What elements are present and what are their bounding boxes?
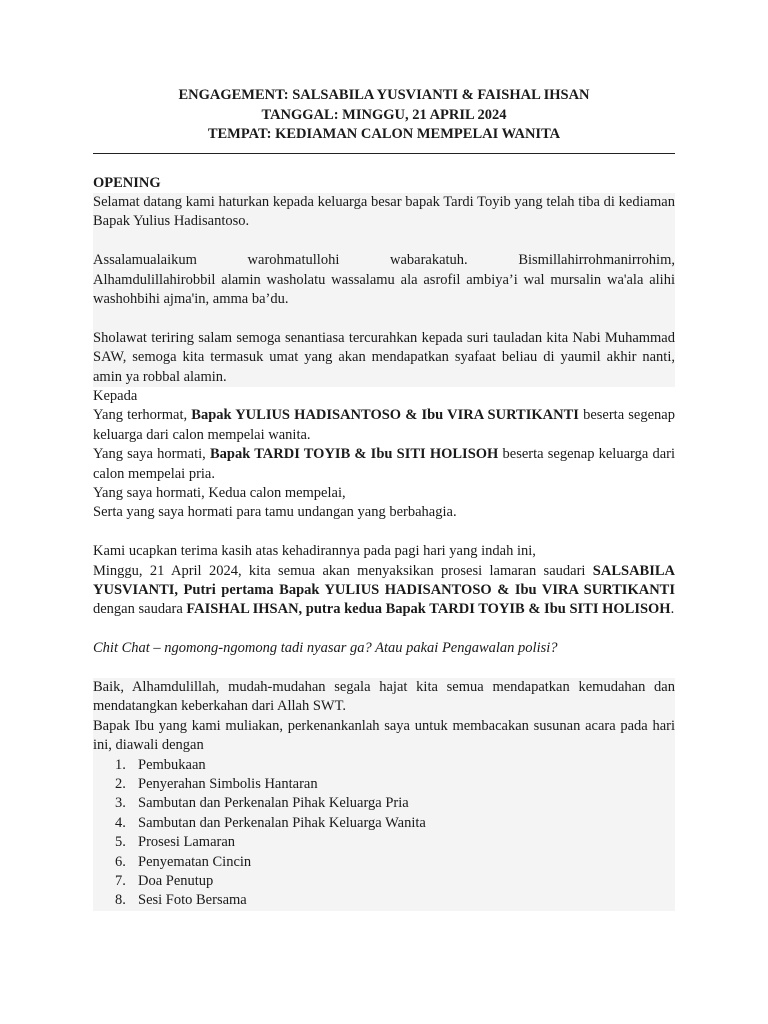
agenda-list (93, 756, 675, 911)
bride-description: SALSABILA YUSVIANTI, Putri pertama Bapak YULIUS HADISANTOSO & Ibu VIRA SURTIKANTI (93, 562, 675, 598)
agenda-item-number: 7. (115, 873, 126, 890)
agenda-item (115, 775, 675, 794)
agenda-item (115, 756, 675, 775)
agenda-item-number: 6. (115, 853, 126, 870)
paragraph-salam-line1: Assalamualaikum warohmatullohi wabarakatuh. Bismillahirrohmanirrohim, (93, 252, 675, 269)
paragraph-salam-rest: Alhamdulillahirobbil alamin washolatu wassalamu ala asrofil ambiya’i wal mursalin wa'ala alihi washohbihi ajma'in, amma ba’du. (93, 271, 675, 307)
event-prefix: Minggu, 21 April 2024, kita semua akan menyaksikan prosesi lamaran saudari (93, 562, 593, 579)
spacer (93, 309, 675, 328)
agenda-item (115, 833, 675, 852)
agenda-item-number: 1. (115, 756, 126, 773)
agenda-item-number: 5. (115, 834, 126, 851)
agenda-item-number: 8. (115, 892, 126, 909)
greeting-suffix: beserta segenap keluarga dari calon mempelai wanita. (93, 407, 675, 443)
paragraph-sholawat: Sholawat teriring salam semoga senantiasa tercurahkan kepada suri tauladan kita Nabi Muhammad SAW, semoga kita termasuk umat yang akan mendapatkan syafaat beliau di yaumil akhir nanti, amin ya robbal alamin. (93, 329, 675, 385)
agenda-item-label: Sambutan dan Perkenalan Pihak Keluarga Wanita (138, 814, 426, 831)
header-venue: TEMPAT: KEDIAMAN CALON MEMPELAI WANITA (207, 126, 561, 142)
paragraph-chitchat: Chit Chat – ngomong-ngomong tadi nyasar ga? Atau pakai Pengawalan polisi? (93, 640, 558, 657)
agenda-item-label: Pembukaan (138, 756, 206, 773)
spacer (93, 620, 675, 639)
paragraph-greeting-groom-family (93, 445, 675, 484)
paragraph-welcome: Selamat datang kami haturkan kepada keluarga besar bapak Tardi Toyib yang telah tiba di kediaman Bapak Yulius Hadisantoso. (93, 193, 675, 230)
paragraph-kepada: Kepada (93, 387, 138, 404)
agenda-item-number: 3. (115, 795, 126, 812)
header-date: TANGGAL: MINGGU, 21 APRIL 2024 (261, 106, 507, 123)
agenda-item (115, 814, 675, 833)
groom-parents-name: Bapak TARDI TOYIB & Ibu SITI HOLISOH (209, 446, 499, 463)
paragraph-greeting-bride-family (93, 406, 675, 445)
agenda-item-label: Sambutan dan Perkenalan Pihak Keluarga Pria (138, 795, 409, 812)
spacer (93, 232, 675, 251)
groom-name: FAISHAL IHSAN (186, 601, 299, 618)
agenda-item (115, 872, 675, 891)
agenda-item-label: Penyematan Cincin (138, 853, 252, 870)
document-header (93, 86, 675, 145)
agenda-item (115, 891, 675, 910)
greeting-prefix: Yang terhormat, (93, 407, 192, 424)
bride-parents-name: Bapak YULIUS HADISANTOSO & Ibu VIRA SURTIKANTI (191, 407, 579, 424)
paragraph-thanks: Kami ucapkan terima kasih atas kehadirannya pada pagi hari yang indah ini, (93, 543, 536, 560)
paragraph-greeting-guests: Serta yang saya hormati para tamu undangan yang berbahagia. (93, 504, 457, 521)
agenda-item-label: Penyerahan Simbolis Hantaran (138, 776, 318, 793)
header-divider (93, 153, 675, 154)
shaded-block-agenda (93, 678, 675, 911)
agenda-item (115, 853, 675, 872)
spacer (93, 523, 675, 542)
greeting-prefix: Yang saya hormati, (93, 446, 210, 463)
paragraph-event (93, 562, 675, 620)
paragraph-greeting-couple: Yang saya hormati, Kedua calon mempelai, (93, 484, 346, 501)
agenda-item (115, 794, 675, 813)
paragraph-hope: Baik, Alhamdulillah, mudah-mudahan segala hajat kita semua mendapatkan kemudahan dan mendatangkan keberkahan dari Allah SWT. (93, 678, 675, 715)
groom-description: , putra kedua Bapak TARDI TOYIB & Ibu SITI HOLISOH (298, 601, 671, 618)
agenda-item-number: 4. (115, 814, 126, 831)
document-page (93, 86, 675, 911)
event-end: . (670, 601, 675, 618)
header-title: ENGAGEMENT: SALSABILA YUSVIANTI & FAISHAL IHSAN (178, 87, 590, 103)
spacer (93, 659, 675, 678)
agenda-item-label: Prosesi Lamaran (138, 834, 236, 851)
greeting-suffix: beserta segenap keluarga dari calon mempelai pria. (93, 446, 675, 482)
document-body (93, 174, 675, 911)
event-middle: dengan saudara (93, 601, 187, 618)
paragraph-agenda-intro: Bapak Ibu yang kami muliakan, perkenankanlah saya untuk membacakan susunan acara pada hari ini, diawali dengan (93, 717, 675, 754)
section-title-opening: OPENING (93, 174, 161, 191)
agenda-item-number: 2. (115, 776, 126, 793)
agenda-item-label: Sesi Foto Bersama (138, 892, 247, 909)
agenda-item-label: Doa Penutup (138, 873, 214, 890)
shaded-block-welcome (93, 193, 675, 387)
